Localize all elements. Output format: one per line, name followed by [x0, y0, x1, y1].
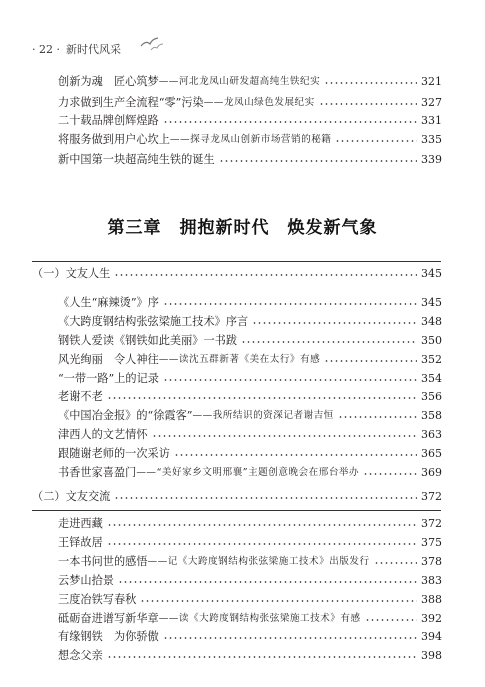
toc-entry [0, 313, 485, 330]
toc-entry [0, 628, 485, 645]
page-number: 383 [421, 574, 442, 587]
dot-leader [118, 581, 417, 583]
dot-leader [338, 416, 417, 418]
dot-leader [163, 121, 417, 123]
dot-leader [152, 435, 417, 437]
toc-entry [0, 591, 485, 608]
toc-entry [0, 332, 485, 349]
entry-title: 砥砺奋进谱写新华章 [58, 612, 159, 625]
page-number: 345 [421, 296, 442, 309]
section-heading [0, 265, 485, 282]
page-number: 358 [421, 409, 442, 422]
toc-entry [0, 407, 485, 424]
entry-title: 《人生“麻辣烫”》序 [58, 296, 159, 309]
toc-entry [0, 294, 485, 311]
page-number: 388 [421, 593, 442, 606]
toc-entry [0, 572, 485, 589]
page-number: 365 [421, 447, 442, 460]
entry-title: 有缘钢铁 为你骄傲 [58, 630, 159, 643]
dot-leader [163, 303, 417, 305]
page-number: 375 [421, 536, 442, 549]
entry-title: 《中国冶金报》的“徐霞客” [58, 409, 193, 422]
chapter-title: 第三章 拥抱新时代 焕发新气象 [107, 218, 378, 238]
page-number: 352 [421, 353, 442, 366]
entry-subtitle: ——“美好家乡文明邢襄”主题创意晚会在邢台举办 [136, 467, 360, 478]
entry-subtitle: ——读《大跨度钢结构张弦梁施工技术》有感 [158, 613, 361, 624]
dot-leader [163, 637, 417, 639]
toc-entry [0, 445, 485, 462]
toc-entry [0, 515, 485, 532]
entry-title: 风光绚丽 令人神往 [58, 353, 159, 366]
page-number: 394 [421, 630, 442, 643]
dot-leader [107, 656, 417, 658]
toc-entry [0, 610, 485, 627]
toc-entry [0, 426, 485, 443]
page-number: 369 [421, 466, 442, 479]
page-number: 372 [421, 490, 442, 503]
entry-title: 走进西藏 [58, 517, 103, 530]
page-number: 392 [421, 612, 442, 625]
dot-leader [114, 497, 417, 499]
dot-leader [241, 341, 417, 343]
toc-entry [0, 73, 485, 90]
toc-entry [0, 553, 485, 570]
page-number: 345 [421, 267, 442, 280]
entry-title: （一）文友人生 [32, 267, 111, 280]
toc-entry [0, 151, 485, 168]
entry-title: 三度冶铁写春秋 [58, 593, 137, 606]
section-heading [0, 488, 485, 505]
toc-entry [0, 534, 485, 551]
page-number: · 22 · [32, 42, 60, 56]
toc-entry [0, 388, 485, 405]
toc-entry [0, 131, 485, 148]
page-number: 335 [421, 133, 442, 146]
dot-leader [163, 379, 417, 381]
entry-subtitle: ——龙凤山绿色发展纪实 [203, 97, 315, 108]
page-number: 350 [421, 334, 442, 347]
divider [32, 510, 441, 511]
dot-leader [335, 140, 417, 142]
dot-leader [365, 619, 417, 621]
page-number: 372 [421, 517, 442, 530]
entry-title: 创新为魂 匠心筑梦 [58, 75, 159, 88]
entry-title: 钢铁人爱读《钢铁如此美丽》一书跋 [58, 334, 238, 347]
entry-subtitle: ——探寻龙凤山创新市场营销的秘籍 [169, 134, 332, 145]
dot-leader [107, 524, 417, 526]
entry-title: 一本书问世的感悟 [58, 555, 148, 568]
toc-entry [0, 112, 485, 129]
entry-title: 力求做到生产全流程“零”污染 [58, 96, 204, 109]
page-number: 321 [421, 75, 442, 88]
entry-title: 老谢不老 [58, 390, 103, 403]
entry-subtitle: ——我所结识的资深记者谢吉恒 [192, 410, 334, 421]
dot-leader [252, 322, 417, 324]
page-number: 356 [421, 390, 442, 403]
running-title: 新时代风采 [65, 43, 121, 56]
entry-subtitle: ——记《大跨度钢结构张弦梁施工技术》出版发行 [147, 556, 370, 567]
page-number: 331 [421, 114, 442, 127]
toc-entry [0, 94, 485, 111]
entry-title: 《大跨度钢结构张弦梁施工技术》序言 [58, 315, 249, 328]
page-number: 348 [421, 315, 442, 328]
entry-title: 跟随谢老师的一次采访 [58, 447, 170, 460]
entry-title: 二十载品牌创辉煌路 [58, 114, 159, 127]
page-number: 339 [421, 153, 442, 166]
entry-title: 将服务做到用户心坎上 [58, 133, 170, 146]
dot-leader [140, 600, 417, 602]
dot-leader [374, 562, 417, 564]
entry-title: “一带一路”上的记录 [58, 372, 159, 385]
entry-title: 津西人的文艺情怀 [58, 428, 148, 441]
entry-title: （二）文友交流 [32, 490, 111, 503]
dot-leader [107, 397, 417, 399]
page-number: 327 [421, 96, 442, 109]
page-number: 378 [421, 555, 442, 568]
dot-leader [219, 160, 417, 162]
entry-title: 想念父亲 [58, 649, 103, 662]
dot-leader [324, 82, 417, 84]
dot-leader [114, 274, 417, 276]
entry-subtitle: ——河北龙凤山研发超高纯生铁纪实 [158, 76, 321, 87]
divider [32, 261, 441, 262]
entry-title: 书香世家喜盈门 [58, 466, 137, 479]
entry-title: 王铎故居 [58, 536, 103, 549]
dot-leader [174, 454, 417, 456]
toc-entry [0, 647, 485, 664]
toc-entry [0, 351, 485, 368]
dot-leader [324, 360, 417, 362]
entry-subtitle: ——读沈五群新著《美在太行》有感 [158, 354, 321, 365]
dot-leader [363, 473, 417, 475]
entry-title: 云梦山拾景 [58, 574, 114, 587]
toc-entry [0, 464, 485, 481]
page-number: 398 [421, 649, 442, 662]
page-number: 363 [421, 428, 442, 441]
toc-entry [0, 370, 485, 387]
dot-leader [319, 103, 417, 105]
entry-title: 新中国第一块超高纯生铁的诞生 [58, 153, 215, 166]
page-number: 354 [421, 372, 442, 385]
dot-leader [107, 543, 417, 545]
